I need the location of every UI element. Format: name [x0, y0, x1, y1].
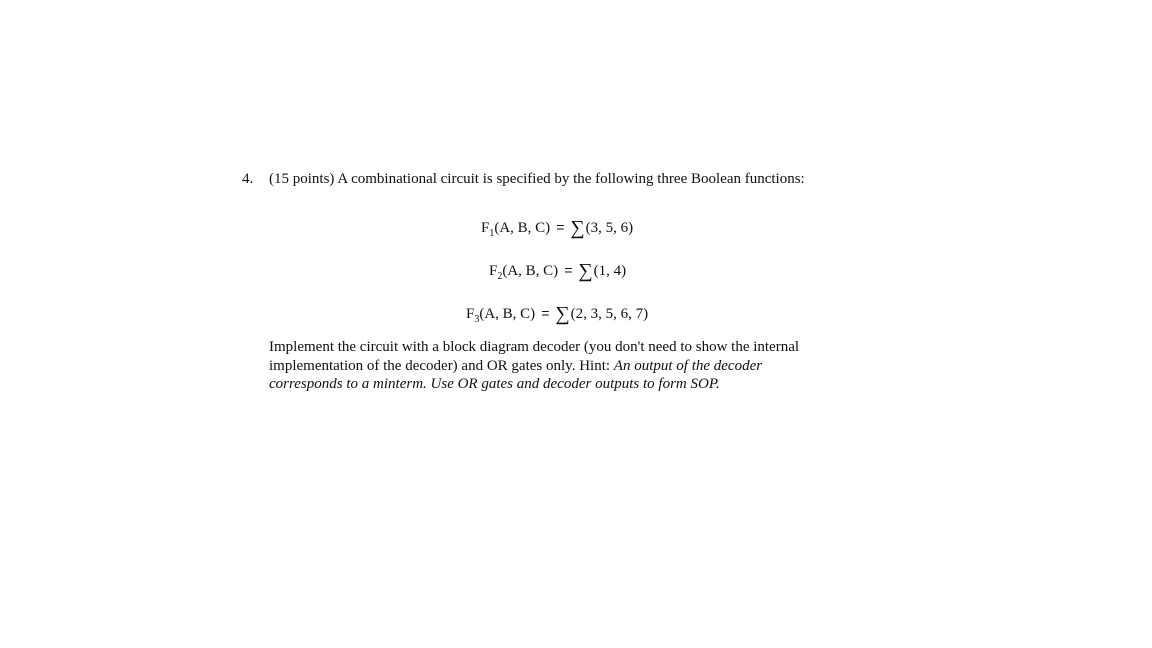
- equation-f1: [481, 215, 633, 238]
- problem-number: 4.: [242, 171, 254, 187]
- function-name: F: [489, 263, 498, 279]
- function-subscript: 3: [474, 314, 480, 325]
- function-args: (A, B, C): [502, 263, 559, 279]
- minterm-list: (2, 3, 5, 6, 7): [570, 306, 649, 322]
- problem-statement: [242, 171, 805, 188]
- function-args: (A, B, C): [479, 306, 536, 322]
- instructions-line-2-text: implementation of the decoder) and OR gates only. Hint:: [269, 357, 614, 374]
- instructions-line-1: Implement the circuit with a block diagram decoder (you don't need to show the internal: [269, 339, 800, 355]
- sigma-symbol: ∑: [555, 303, 570, 325]
- minterm-list: (3, 5, 6): [585, 220, 634, 236]
- equals-sign: =: [541, 305, 550, 321]
- instructions-line-2: [269, 357, 869, 376]
- sigma-symbol: ∑: [570, 217, 585, 239]
- sigma-symbol: ∑: [578, 260, 593, 282]
- function-name: F: [481, 220, 490, 236]
- equals-sign: =: [556, 219, 565, 235]
- equation-f2: [489, 258, 626, 281]
- function-subscript: 1: [489, 228, 495, 239]
- function-name: F: [466, 306, 475, 322]
- problem-text: (15 points) A combinational circuit is specified by the following three Boolean functions:: [269, 171, 805, 187]
- hint-text-continued: corresponds to a minterm. Use OR gates and decoder outputs to form SOP.: [269, 376, 720, 392]
- equation-f3: [466, 301, 648, 324]
- function-args: (A, B, C): [494, 220, 551, 236]
- hint-text: An output of the decoder: [613, 357, 763, 374]
- minterm-list: (1, 4): [593, 263, 627, 279]
- instructions-paragraph: [269, 338, 869, 394]
- equals-sign: =: [564, 262, 573, 278]
- function-subscript: 2: [497, 271, 503, 282]
